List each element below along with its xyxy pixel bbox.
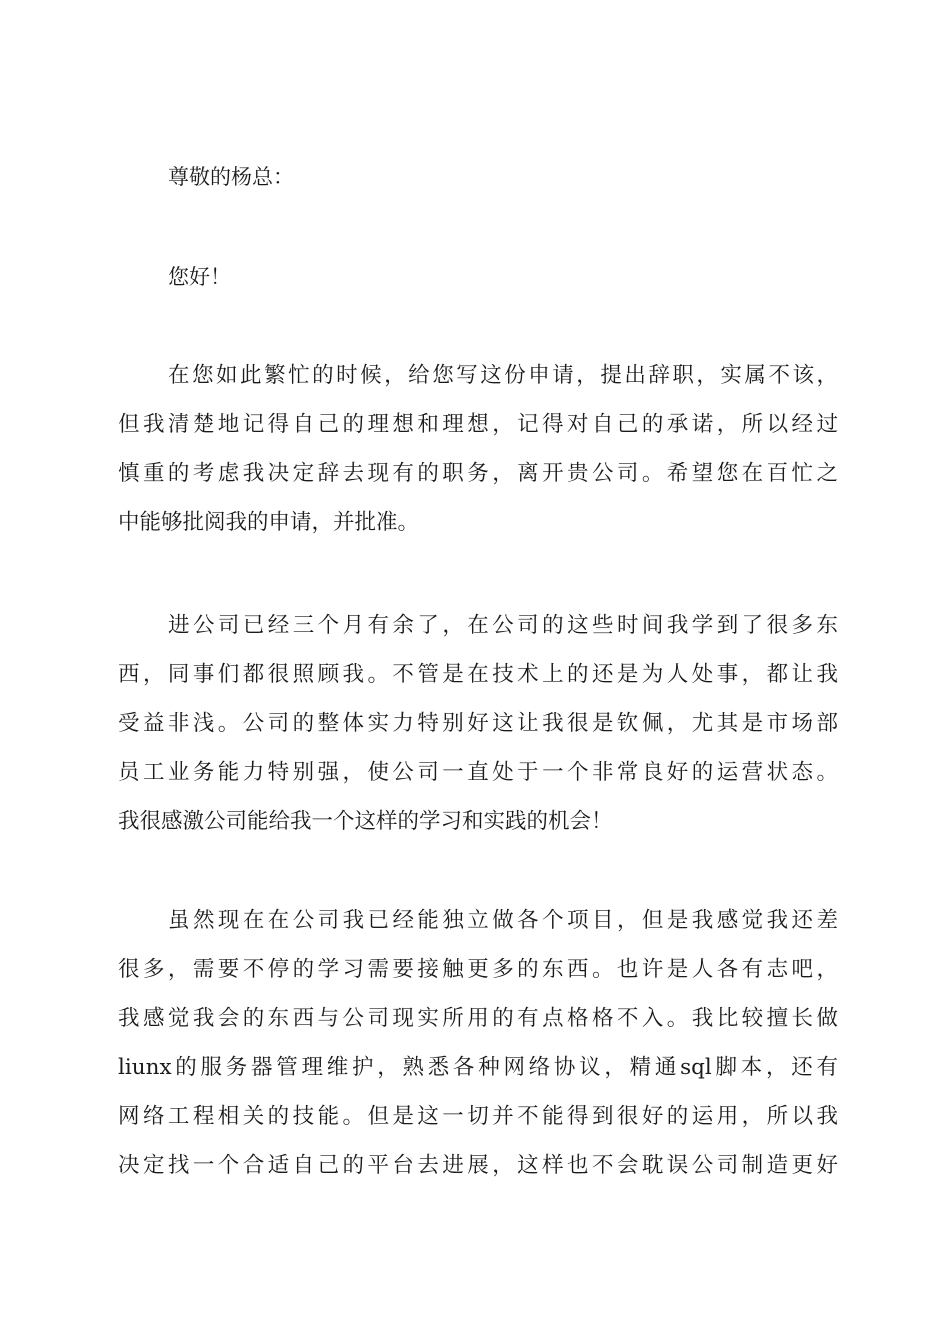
paragraph-line: 我感觉我会的东西与公司现实所用的有点格格不入。我比较擅长做 — [118, 1006, 838, 1031]
paragraph-line: 西，同事们都很照顾我。不管是在技术上的还是为人处事，都让我 — [118, 662, 838, 687]
greeting: 您好！ — [168, 265, 231, 289]
paragraph-line: 网络工程相关的技能。但是这一切并不能得到很好的运用，所以我 — [118, 1104, 838, 1129]
paragraph-line: 决定找一个合适自己的平台去进展，这样也不会耽误公司制造更好 — [118, 1153, 838, 1178]
paragraph-line: 我很感激公司能给我一个这样的学习和实践的机会！ — [118, 809, 613, 834]
salutation: 尊敬的杨总： — [168, 165, 294, 189]
paragraph-line: 中能够批阅我的申请，并批准。 — [118, 510, 420, 535]
paragraph-reasons — [118, 903, 838, 1197]
paragraph-line: 员工业务能力特别强，使公司一直处于一个非常良好的运营状态。 — [118, 760, 838, 785]
paragraph-line: 在您如此繁忙的时候，给您写这份申请，提出辞职，实属不该， — [168, 363, 838, 388]
paragraph-line: 很多，需要不停的学习需要接触更多的东西。也许是人各有志吧， — [118, 957, 838, 982]
paragraph-line: 慎重的考虑我决定辞去现有的职务，离开贵公司。希望您在百忙之 — [118, 461, 838, 486]
paragraph-line: 进公司已经三个月有余了，在公司的这些时间我学到了很多东 — [168, 613, 838, 638]
paragraph-resignation-request — [118, 358, 838, 554]
paragraph-line: 虽然现在在公司我已经能独立做各个项目，但是我感觉我还差 — [168, 908, 838, 933]
paragraph-gratitude — [118, 608, 838, 853]
paragraph-line: liunx的服务器管理维护，熟悉各种网络协议，精通sql脚本，还有 — [118, 1055, 838, 1080]
paragraph-line: 受益非浅。公司的整体实力特别好这让我很是钦佩，尤其是市场部 — [118, 711, 838, 736]
paragraph-line: 但我清楚地记得自己的理想和理想，记得对自己的承诺，所以经过 — [118, 412, 838, 437]
